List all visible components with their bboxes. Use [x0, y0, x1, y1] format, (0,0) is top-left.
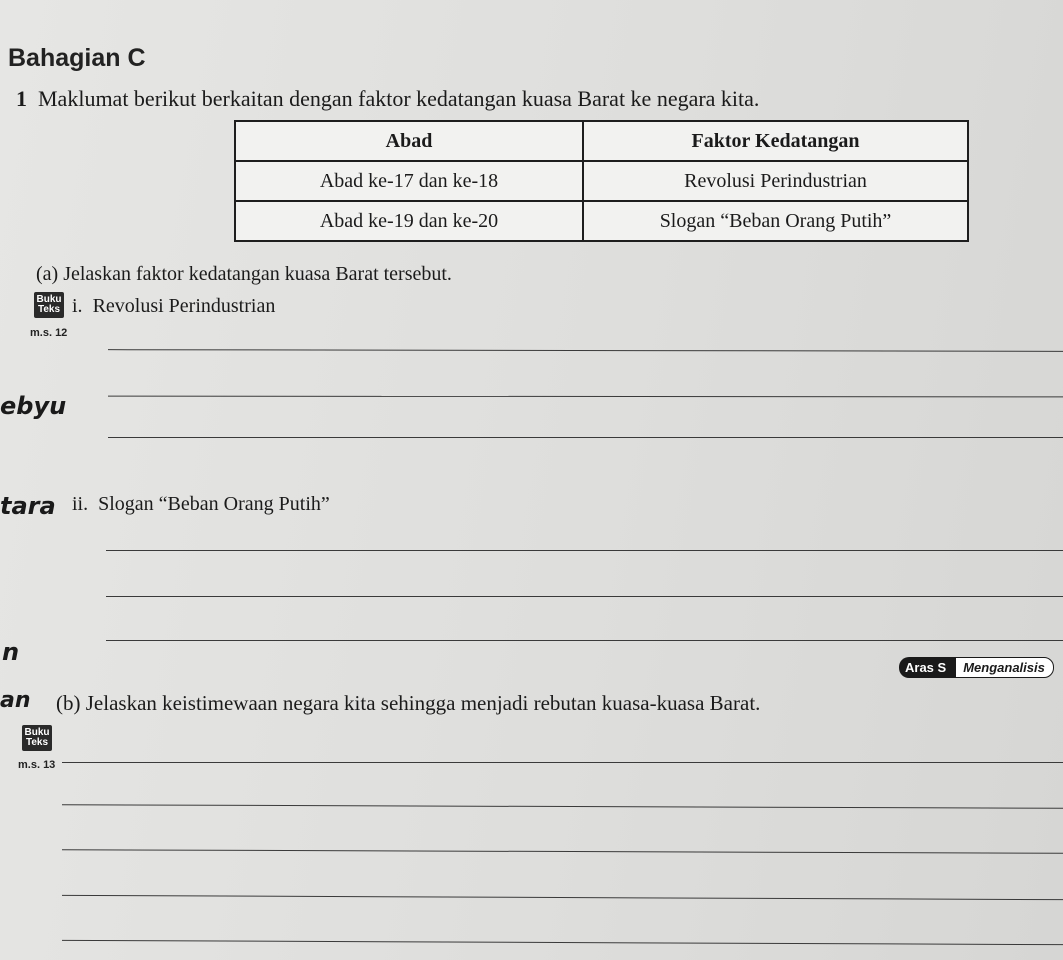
item-i	[72, 295, 275, 318]
handwritten-mark: tara	[0, 492, 56, 520]
answer-line[interactable]	[108, 349, 1063, 352]
item-i-label: i.	[72, 295, 83, 317]
answer-line[interactable]	[62, 762, 1063, 763]
question-number: 1	[16, 86, 27, 111]
item-i-text: Revolusi Perindustrian	[92, 295, 276, 317]
handwritten-mark: ebyu	[0, 392, 67, 420]
badge-line2: Teks	[25, 737, 49, 748]
item-ii-text: Slogan “Beban Orang Putih”	[98, 493, 330, 515]
answer-line[interactable]	[62, 804, 1063, 808]
part-b-label: (b)	[56, 691, 81, 715]
badge-line1: Buku	[24, 727, 50, 738]
level-badge: Aras S	[899, 657, 956, 678]
table-header-row	[235, 121, 968, 161]
table-header-faktor: Faktor Kedatangan	[583, 121, 968, 161]
table-row	[235, 161, 968, 201]
answer-line[interactable]	[62, 895, 1063, 900]
page-ref-a: m.s. 12	[30, 327, 68, 339]
item-ii	[72, 493, 330, 516]
bleed-through-text	[660, 30, 664, 48]
answer-line[interactable]	[108, 437, 1063, 438]
textbook-badge-b	[22, 725, 52, 751]
question-stem	[16, 86, 759, 112]
part-a-label: (a)	[36, 263, 59, 285]
handwritten-mark: n	[2, 638, 20, 666]
part-a-text: Jelaskan faktor kedatangan kuasa Barat tersebut.	[63, 263, 452, 285]
skill-label: Menganalisis	[948, 657, 1054, 678]
answer-line[interactable]	[106, 596, 1063, 597]
answer-line[interactable]	[62, 940, 1063, 945]
badge-line1: Buku	[36, 294, 62, 305]
section-title: Bahagian C	[8, 44, 146, 72]
badge-line2: Teks	[37, 304, 61, 315]
handwritten-mark: an	[0, 688, 31, 713]
answer-line[interactable]	[106, 550, 1063, 551]
part-b-prompt	[56, 691, 760, 716]
table-cell: Slogan “Beban Orang Putih”	[583, 201, 968, 241]
answer-line[interactable]	[62, 849, 1063, 853]
page-ref-b: m.s. 13	[18, 759, 56, 771]
textbook-badge-a	[34, 292, 64, 318]
table-cell: Abad ke-17 dan ke-18	[235, 161, 583, 201]
table-row	[235, 201, 968, 241]
answer-line[interactable]	[108, 396, 1063, 398]
question-text: Maklumat berikut berkaitan dengan faktor kedatangan kuasa Barat ke negara kita.	[38, 86, 760, 111]
answer-line[interactable]	[106, 640, 1063, 641]
part-b-text: Jelaskan keistimewaan negara kita sehingga menjadi rebutan kuasa-kuasa Barat.	[85, 691, 761, 715]
item-ii-label: ii.	[72, 493, 89, 515]
table-cell: Abad ke-19 dan ke-20	[235, 201, 583, 241]
part-a-prompt	[36, 263, 452, 286]
table-header-abad: Abad	[235, 121, 583, 161]
info-table	[234, 120, 969, 242]
level-tag	[899, 656, 1054, 678]
table-cell: Revolusi Perindustrian	[583, 161, 968, 201]
